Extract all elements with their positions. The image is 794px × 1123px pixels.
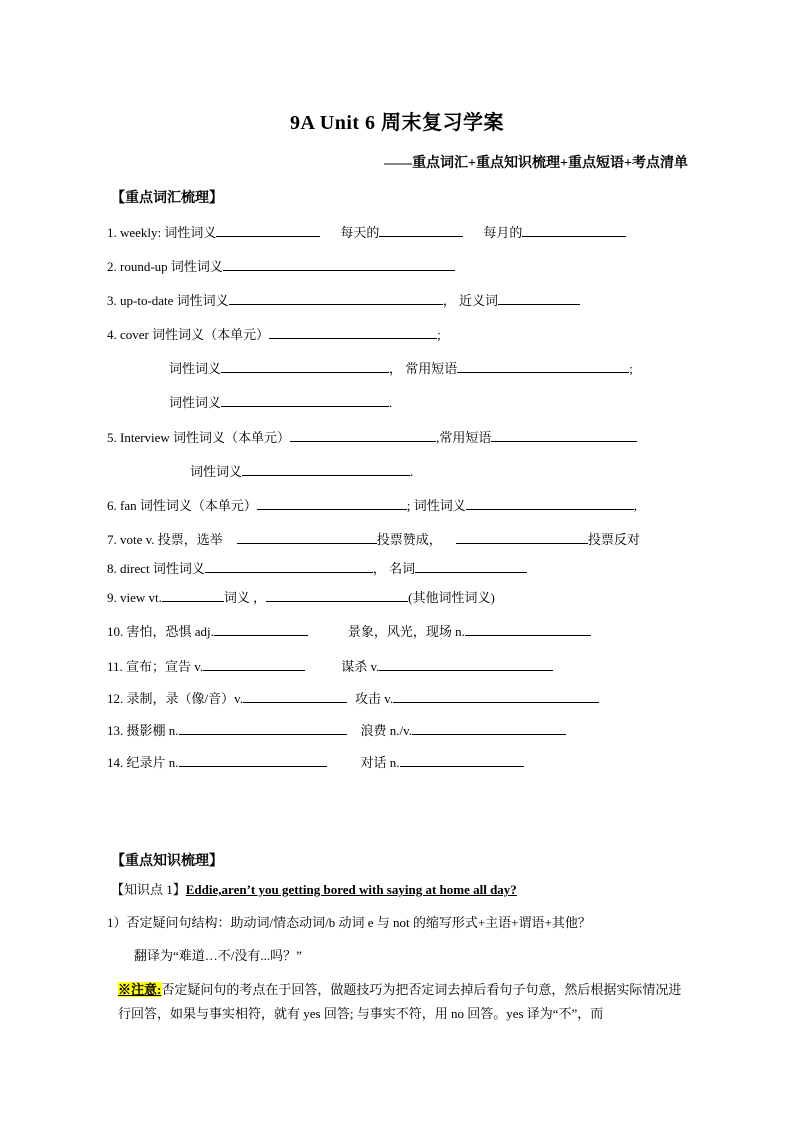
vocab-row-5b-label: 词性词义 xyxy=(190,464,243,479)
structure-paragraph: 1）否定疑问句结构：助动词/情态动词/b 动词 e 与 not 的缩写形式+主语+谓语+其他？ xyxy=(107,915,591,930)
answer-blank[interactable] xyxy=(522,222,626,237)
vocab-row-9 xyxy=(107,587,495,606)
vocab-row-4b-phrase: ， 常用短语 xyxy=(389,361,458,376)
answer-blank[interactable] xyxy=(465,621,591,636)
answer-blank[interactable] xyxy=(162,587,224,602)
answer-blank[interactable] xyxy=(393,688,599,703)
vocab-row-2 xyxy=(107,256,455,275)
answer-blank[interactable] xyxy=(237,529,377,544)
vocab-row-4b xyxy=(169,358,633,377)
vocab-row-6-second: ; 词性词义 xyxy=(406,498,466,513)
answer-blank[interactable] xyxy=(242,461,410,476)
vocab-row-12-second: 攻击 v. xyxy=(355,691,394,706)
translation-paragraph: 翻译为“难道…不/没有...吗？” xyxy=(134,948,302,963)
punctuation: ; xyxy=(629,361,633,376)
vocab-row-11 xyxy=(107,656,553,675)
answer-blank[interactable] xyxy=(223,256,455,271)
answer-blank[interactable] xyxy=(203,656,305,671)
knowledge-point-1 xyxy=(111,879,517,898)
answer-blank[interactable] xyxy=(257,495,407,510)
vocab-row-12-label: 12. 录制，录（像/音）v. xyxy=(107,691,244,706)
vocab-row-9-label: 9. view vt. xyxy=(107,590,162,605)
answer-blank[interactable] xyxy=(400,752,524,767)
vocab-row-7-against: 投票反对 xyxy=(587,532,640,547)
answer-blank[interactable] xyxy=(379,222,463,237)
answer-blank[interactable] xyxy=(216,222,320,237)
vocab-row-9-meaning: 词义 ， xyxy=(223,590,267,605)
answer-blank[interactable] xyxy=(221,358,389,373)
answer-blank[interactable] xyxy=(491,427,637,442)
vocab-row-5-label: 5. Interview 词性词义（本单元） xyxy=(107,430,291,445)
answer-blank[interactable] xyxy=(266,587,408,602)
answer-blank[interactable] xyxy=(379,656,553,671)
answer-blank[interactable] xyxy=(457,358,629,373)
answer-blank[interactable] xyxy=(456,529,588,544)
vocab-row-6 xyxy=(107,495,637,514)
knowledge-section-title: 【重点知识梳理】 xyxy=(111,854,223,869)
answer-blank[interactable] xyxy=(179,720,347,735)
vocab-row-8-noun: ， 名词 xyxy=(372,561,416,576)
answer-blank[interactable] xyxy=(205,558,373,573)
vocab-row-9-other: (其他词性词义) xyxy=(408,590,495,605)
vocab-row-13-second: 浪费 n./v. xyxy=(360,723,413,738)
vocab-row-3-synonym: ， 近义词 xyxy=(442,293,498,308)
answer-blank[interactable] xyxy=(214,621,308,636)
vocab-section-title: 【重点词汇梳理】 xyxy=(111,191,223,206)
vocab-row-2-label: 2. round-up 词性词义 xyxy=(107,259,223,274)
vocab-row-7-for: 投票赞成， xyxy=(376,532,442,547)
punctuation: . xyxy=(389,395,393,410)
vocab-row-11-second: 谋杀 v. xyxy=(341,659,380,674)
vocab-row-5-phrase: ,常用短语 xyxy=(436,430,492,445)
vocab-row-10 xyxy=(107,621,591,640)
vocab-row-10-label: 10. 害怕，恐惧 adj. xyxy=(107,624,214,639)
vocab-row-13-label: 13. 摄影棚 n. xyxy=(107,723,179,738)
vocab-row-8-label: 8. direct 词性词义 xyxy=(107,561,205,576)
vocab-row-7-label: 7. vote v. 投票，选举 xyxy=(107,532,223,547)
knowledge-point-question: Eddie,aren’t you getting bored with saying at home all day? xyxy=(185,882,517,897)
vocab-row-1 xyxy=(107,222,626,241)
answer-blank[interactable] xyxy=(498,290,580,305)
vocab-row-4b-label: 词性词义 xyxy=(169,361,222,376)
vocab-row-14 xyxy=(107,752,524,771)
answer-blank[interactable] xyxy=(290,427,436,442)
page-subtitle: ——重点词汇+重点知识梳理+重点短语+考点清单 xyxy=(384,156,688,171)
vocab-row-8 xyxy=(107,558,527,577)
vocab-row-11-label: 11. 宣布；宣告 v. xyxy=(107,659,204,674)
vocab-row-3 xyxy=(107,290,580,309)
vocab-row-14-label: 14. 纪录片 n. xyxy=(107,755,179,770)
answer-blank[interactable] xyxy=(221,392,389,407)
vocab-row-5b xyxy=(190,461,413,480)
answer-blank[interactable] xyxy=(243,688,347,703)
note-label: ※注意: xyxy=(118,982,162,997)
vocab-row-6-label: 6. fan 词性词义（本单元） xyxy=(107,498,257,513)
answer-blank[interactable] xyxy=(415,558,527,573)
vocab-row-1-daily: 每天的 xyxy=(340,225,380,240)
vocab-row-1-monthly: 每月的 xyxy=(483,225,523,240)
answer-blank[interactable] xyxy=(466,495,634,510)
vocab-row-5 xyxy=(107,427,637,446)
vocab-row-3-label: 3. up-to-date 词性词义 xyxy=(107,293,229,308)
punctuation: . xyxy=(410,464,414,479)
answer-blank[interactable] xyxy=(179,752,327,767)
note-text: 否定疑问句的考点在于回答，做题技巧为把否定词去掉后看句子句意，然后根据实际情况进行回答，如果与事实相符，就有 yes 回答; 与事实不符，用 no 回答。yes 译为“不”，而 xyxy=(118,982,682,1021)
note-paragraph xyxy=(118,978,690,1026)
vocab-row-13 xyxy=(107,720,566,739)
answer-blank[interactable] xyxy=(269,324,437,339)
vocab-row-1-label: 1. weekly: 词性词义 xyxy=(107,225,217,240)
page-title: 9A Unit 6 周末复习学案 xyxy=(289,112,505,134)
vocab-row-4 xyxy=(107,324,441,343)
vocab-row-4c xyxy=(169,392,392,411)
vocab-row-4c-label: 词性词义 xyxy=(169,395,222,410)
punctuation: ; xyxy=(437,327,441,342)
vocab-row-12 xyxy=(107,688,599,707)
vocab-row-14-second: 对话 n. xyxy=(360,755,400,770)
vocab-row-7 xyxy=(107,529,640,548)
vocab-row-4-label: 4. cover 词性词义（本单元） xyxy=(107,327,270,342)
answer-blank[interactable] xyxy=(412,720,566,735)
answer-blank[interactable] xyxy=(229,290,443,305)
knowledge-point-label: 【知识点 1】 xyxy=(111,882,186,897)
punctuation: , xyxy=(633,498,637,513)
vocab-row-10-second: 景象，风光，现场 n. xyxy=(347,624,465,639)
